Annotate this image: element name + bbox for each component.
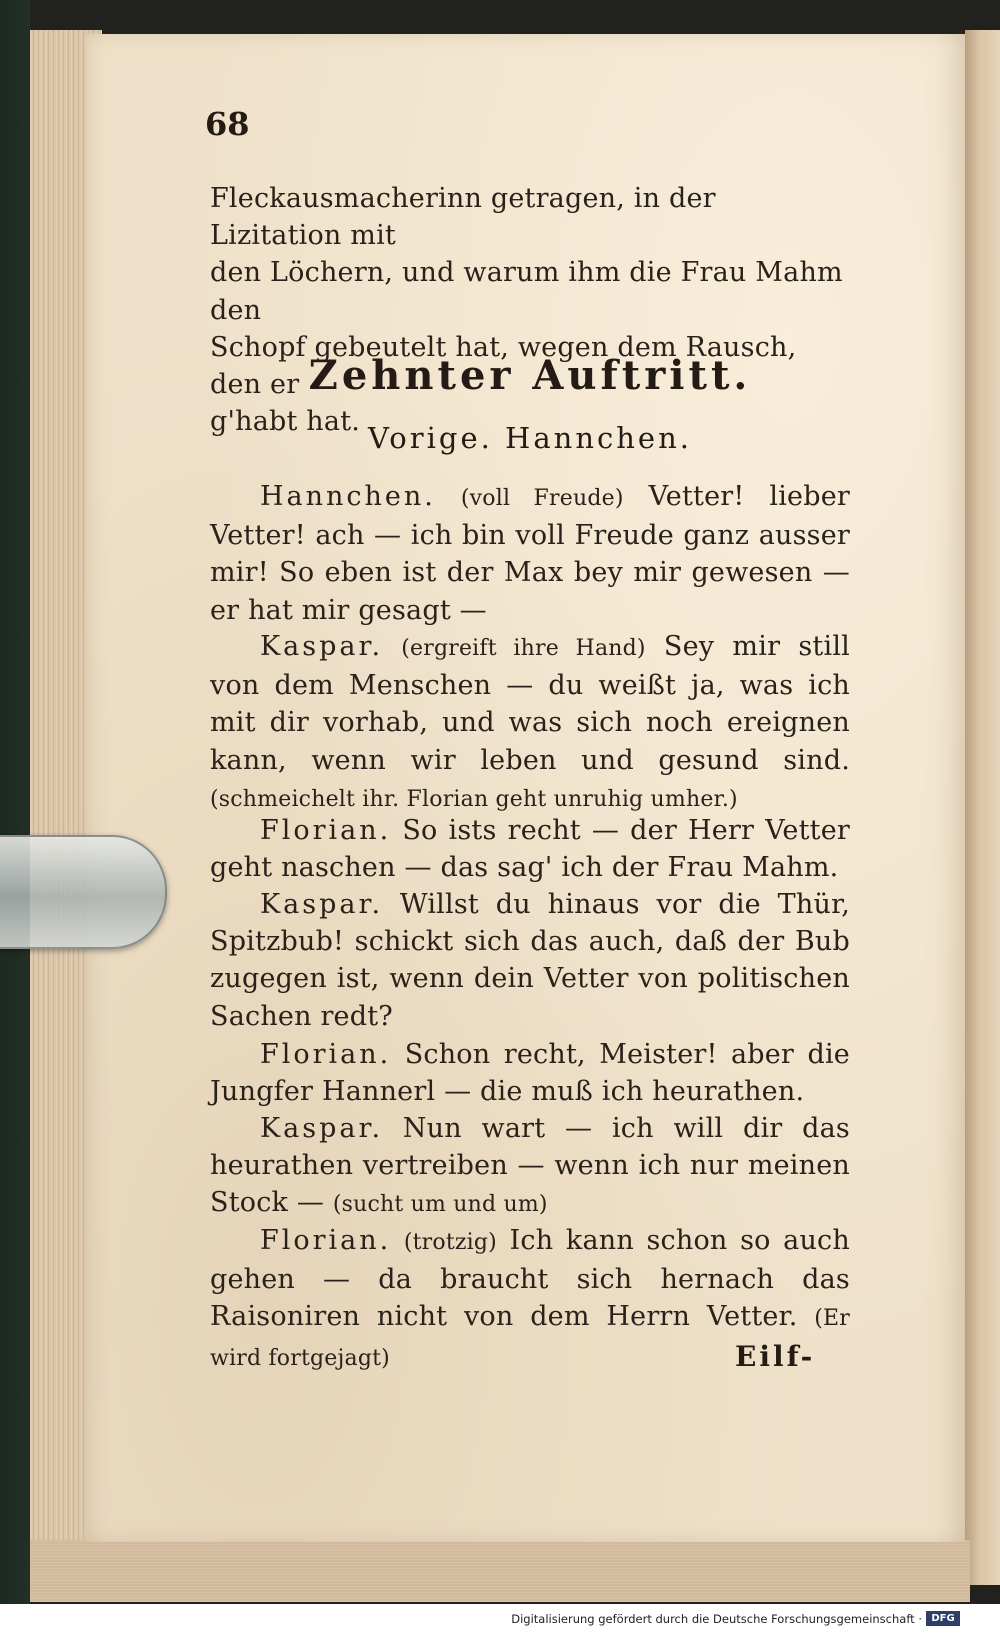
dialogue-kaspar-3 bbox=[210, 1110, 850, 1224]
stage-direction: (sucht um und um) bbox=[332, 1192, 548, 1218]
speech-text: Vetter! lieber Vetter! ach — ich bin voll Freude ganz ausser mir! So eben ist der Max bey mir gewesen — er hat mir gesagt — bbox=[210, 481, 850, 626]
speaker-name: Kaspar. bbox=[260, 889, 384, 920]
speech-text: Willst du hinaus vor die Thür, Spitzbub! schickt sich das auch, daß der Bub zugegen ist, wenn dein Vetter von politischen Sachen redt? bbox=[210, 889, 850, 1032]
text-line: Fleckausmacherinn getragen, in der Lizitation mit bbox=[210, 183, 716, 252]
speaker-name: Florian. bbox=[260, 1225, 392, 1256]
stage-direction: (schmeichelt ihr. Florian geht unruhig umher.) bbox=[210, 786, 738, 812]
opening-paragraph bbox=[210, 180, 850, 440]
page-stack-bottom bbox=[30, 1540, 970, 1602]
bookmark-clip bbox=[0, 835, 167, 949]
speaker-name: Florian. bbox=[260, 1039, 392, 1070]
speaker-name: Kaspar. bbox=[260, 1113, 384, 1144]
text-line: g'habt hat. bbox=[210, 406, 361, 438]
backdrop bbox=[0, 0, 30, 1637]
speech-text: Schon recht, Meister! aber die Jungfer Hannerl — die muß ich heurathen. bbox=[210, 1039, 850, 1108]
footer-bar bbox=[0, 1604, 1000, 1637]
stage-direction: (ergreift ihre Hand) bbox=[401, 636, 646, 661]
text-line: Schopf gebeutelt hat, wegen dem Rausch, den er bbox=[210, 331, 797, 401]
speech-text: Sey mir still von dem Menschen — du weißt ja, was ich mit dir vorhab, und was sich noch ereignen kann, wenn wir leben und gesund sind. bbox=[210, 631, 850, 776]
speech-text: Nun wart — ich will dir das heurathen vertreiben — wenn ich nur meinen Stock — bbox=[210, 1113, 850, 1219]
scene-title: Zehnter Auftritt. bbox=[308, 352, 752, 399]
dialogue-florian-2 bbox=[210, 1036, 850, 1110]
page-number: 68 bbox=[205, 105, 250, 143]
stage-direction: (Er wird fortgejagt) bbox=[210, 1306, 850, 1371]
catch-word: Eilf- bbox=[735, 1340, 816, 1373]
footer-credit: Digitalisierung gefördert durch die Deutsche Forschungsgemeinschaft · bbox=[511, 1612, 922, 1626]
speaker-name: Kaspar. bbox=[260, 631, 384, 662]
speaker-name: Hannchen. bbox=[260, 481, 436, 512]
dialogue-kaspar-1 bbox=[210, 628, 850, 818]
speaker-name: Florian. bbox=[260, 815, 392, 846]
dialogue-hannchen bbox=[210, 478, 850, 629]
dialogue-kaspar-2 bbox=[210, 886, 850, 1035]
speech-text: Ich kann schon so auch gehen — da braucht sich hernach das Raisoniren nicht von dem Herrn Vetter. bbox=[210, 1225, 850, 1333]
dfg-logo: DFG bbox=[926, 1611, 960, 1626]
speech-text: So ists recht — der Herr Vetter geht naschen — das sag' ich der Frau Mahm. bbox=[210, 815, 850, 884]
stage-direction: (voll Freude) bbox=[460, 486, 624, 511]
next-page-edge bbox=[965, 30, 1000, 1585]
scene-persons: Vorige. Hannchen. bbox=[368, 421, 692, 455]
dialogue-florian-1 bbox=[210, 812, 850, 886]
text-line: den Löchern, und warum ihm die Frau Mahm den bbox=[210, 257, 843, 326]
stage-direction: (trotzig) bbox=[403, 1230, 497, 1255]
